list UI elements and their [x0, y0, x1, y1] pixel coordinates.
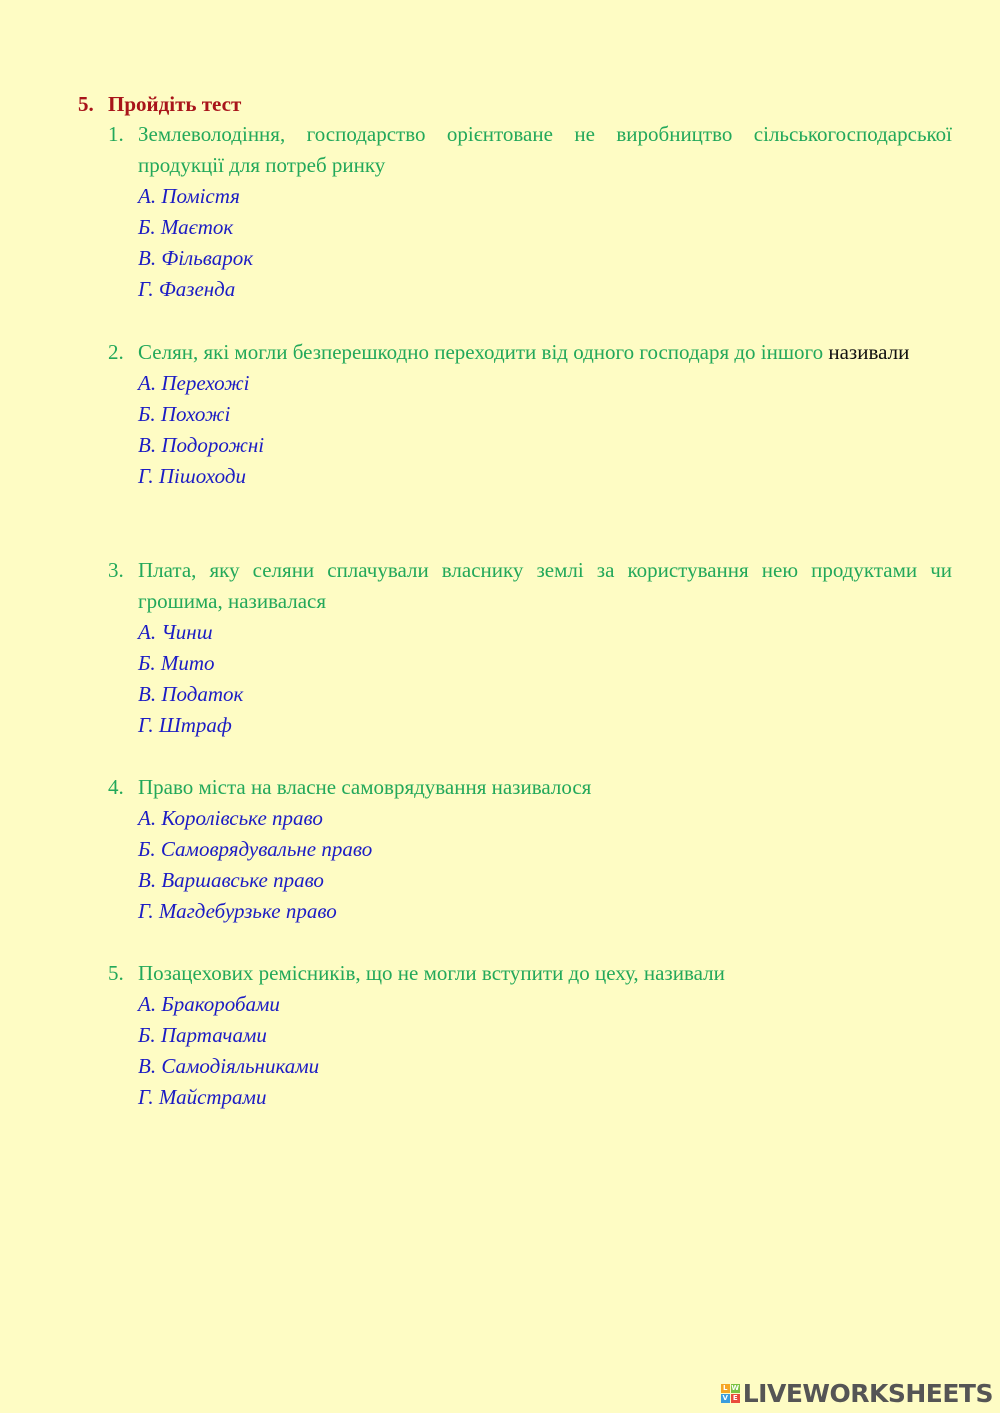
question-text — [108, 337, 952, 368]
answer-options — [108, 803, 952, 927]
answer-options — [108, 368, 952, 492]
answer-option[interactable]: А. Королівське право — [138, 806, 323, 830]
answer-option[interactable]: Б. Похожі — [138, 402, 231, 426]
question-number: 3. — [108, 558, 124, 582]
question-text — [108, 772, 952, 803]
answer-options — [108, 989, 952, 1113]
answer-option[interactable]: Г. Магдебурзьке право — [138, 899, 337, 923]
answer-option[interactable]: Б. Маєток — [138, 215, 234, 239]
question-5 — [108, 958, 952, 1113]
section-title-text: Пройдіть тест — [108, 92, 242, 116]
logo-text: LIVEWORKSHEETS — [742, 1379, 993, 1408]
section-title — [78, 90, 241, 118]
question-prompt: Плата, яку селяни сплачували власнику землі за користування нею продуктами чи грошима, називалася — [138, 558, 952, 613]
answer-option[interactable]: Б. Самоврядувальне право — [138, 837, 373, 861]
answer-option[interactable]: Г. Майстрами — [138, 1085, 267, 1109]
answer-option[interactable]: Б. Мито — [138, 651, 215, 675]
answer-option[interactable]: Б. Партачами — [138, 1023, 267, 1047]
answer-option[interactable]: Г. Пішоходи — [138, 464, 246, 488]
answer-option[interactable]: Г. Фазенда — [138, 277, 236, 301]
question-2 — [108, 337, 952, 492]
question-1 — [108, 119, 952, 305]
answer-option[interactable]: В. Подорожні — [138, 433, 265, 457]
question-number: 5. — [108, 961, 124, 985]
question-number: 1. — [108, 122, 124, 146]
liveworksheets-logo — [721, 1379, 993, 1408]
question-prompt-tail: називали — [823, 340, 910, 364]
answer-options — [108, 617, 952, 741]
answer-options — [108, 181, 952, 305]
question-prompt: Селян, які могли безперешкодно переходити від одного господаря до іншого — [138, 340, 824, 364]
answer-option[interactable]: В. Варшавське право — [138, 868, 324, 892]
question-4 — [108, 772, 952, 927]
question-3 — [108, 555, 952, 741]
question-prompt: Позацехових ремісників, що не могли вступити до цеху, називали — [138, 961, 725, 985]
question-number: 2. — [108, 340, 124, 364]
answer-option[interactable]: В. Податок — [138, 682, 244, 706]
question-text — [108, 958, 952, 989]
answer-option[interactable]: А. Бракоробами — [138, 992, 280, 1016]
answer-option[interactable]: В. Фільварок — [138, 246, 254, 270]
question-prompt: Право міста на власне самоврядування називалося — [138, 775, 592, 799]
answer-option[interactable]: В. Самодіяльниками — [138, 1054, 320, 1078]
question-prompt: Землеволодіння, господарство орієнтоване не виробництво сільськогосподарської продукції для потреб ринку — [138, 122, 952, 177]
answer-option[interactable]: А. Помістя — [138, 184, 240, 208]
answer-option[interactable]: Г. Штраф — [138, 713, 232, 737]
answer-option[interactable]: А. Чинш — [138, 620, 213, 644]
liveworksheets-logo-icon: L W V E — [722, 1384, 740, 1402]
question-text — [108, 555, 952, 617]
section-number: 5. — [78, 92, 94, 116]
question-number: 4. — [108, 775, 124, 799]
question-text — [108, 119, 952, 181]
answer-option[interactable]: А. Перехожі — [138, 371, 250, 395]
